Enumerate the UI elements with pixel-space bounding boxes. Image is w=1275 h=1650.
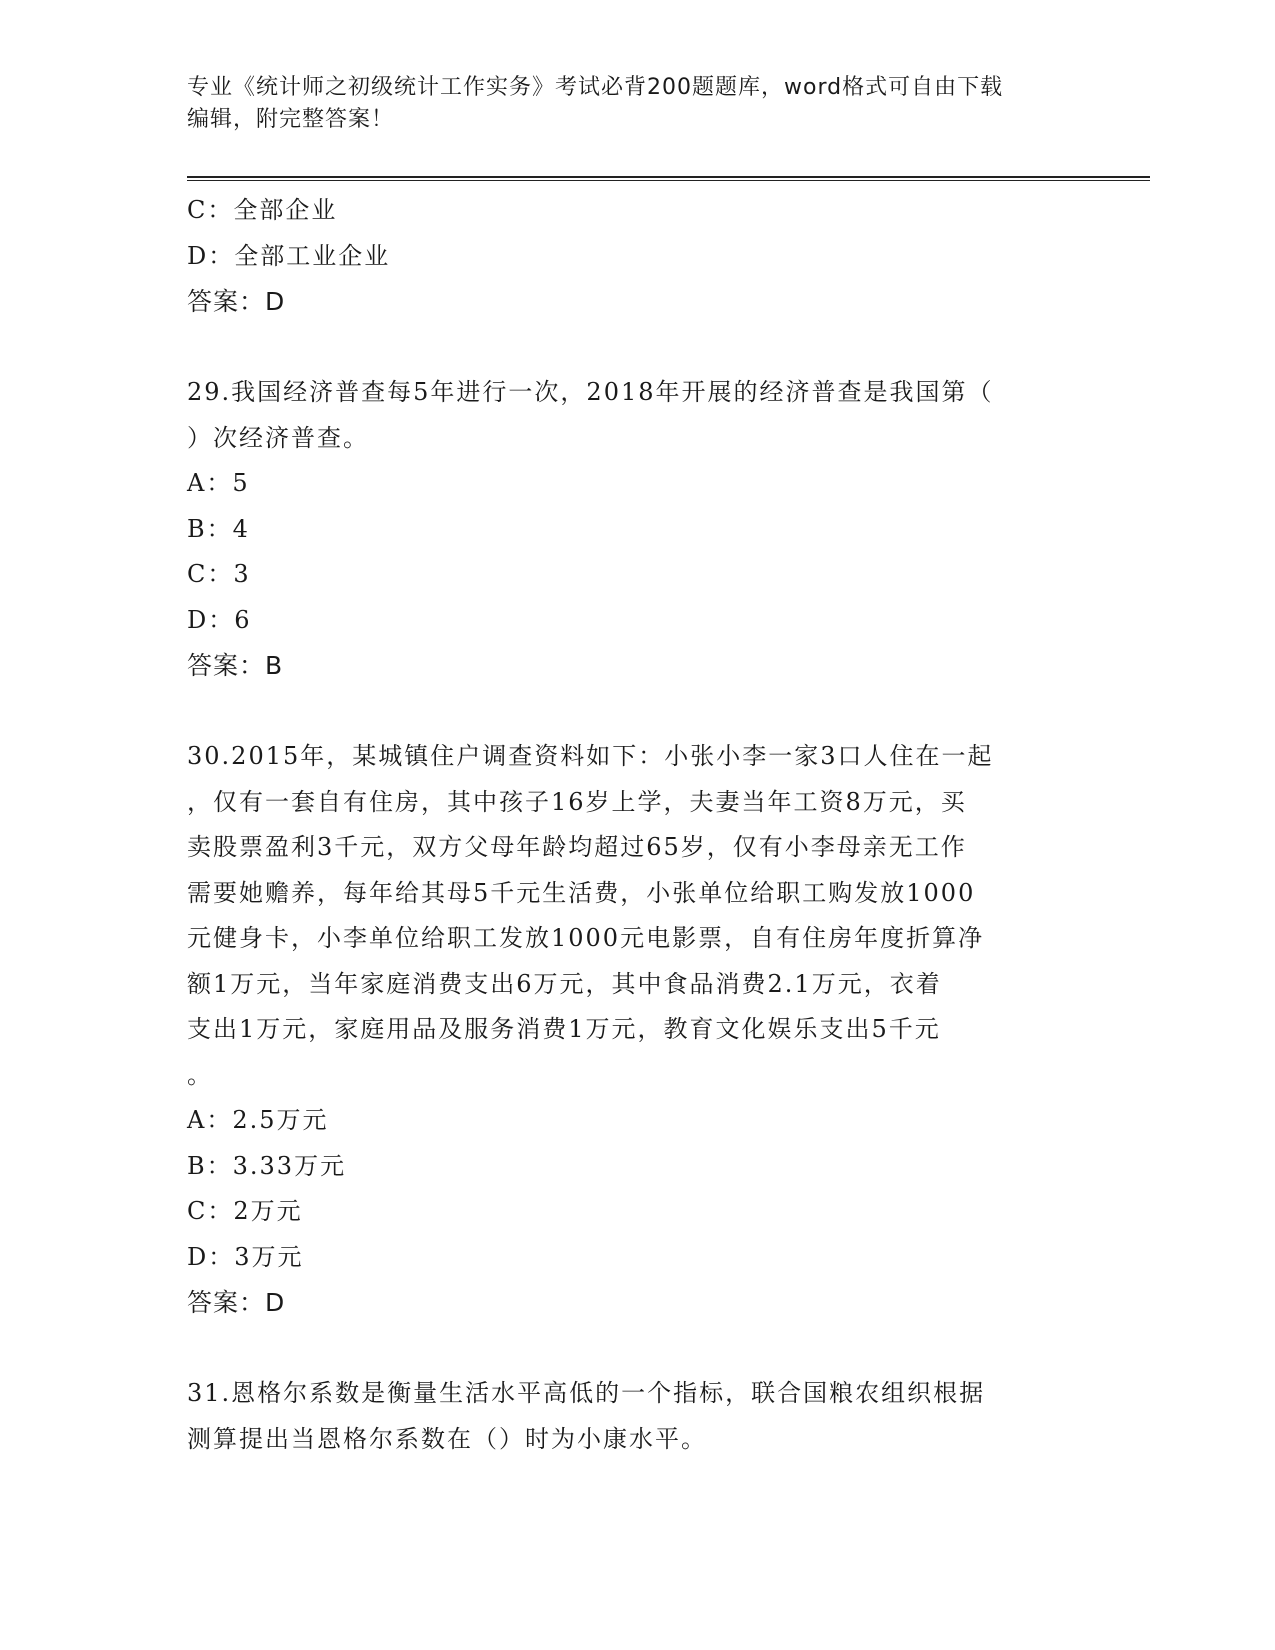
q30-stem-line-7: 支出1万元，家庭用品及服务消费1万元，教育文化娱乐支出5千元 <box>187 1015 941 1043</box>
q29-option-a: A：5 <box>187 469 250 497</box>
q29-option-b: B：4 <box>187 514 250 543</box>
q30-answer: 答案：D <box>187 1288 286 1317</box>
q30-option-b: B：3.33万元 <box>187 1151 347 1180</box>
q29-stem-line-1: 29.我国经济普查每5年进行一次，2018年开展的经济普查是我国第（ <box>187 378 994 406</box>
spacer <box>187 689 1087 735</box>
q30-stem-line-1: 30.2015年，某城镇住户调查资料如下：小张小李一家3口人住在一起 <box>187 742 994 770</box>
q30-option-a: A：2.5万元 <box>187 1106 329 1134</box>
q29-option-c: C：3 <box>187 560 251 588</box>
q28-option-d: D：全部工业企业 <box>187 241 391 270</box>
q30-option-c: C：2万元 <box>187 1197 303 1225</box>
spacer <box>187 325 1087 371</box>
q28-answer: 答案：D <box>187 287 286 316</box>
header-title-line-1: 专业《统计师之初级统计工作实务》考试必背200题题库，word格式可自由下载 <box>187 75 1004 100</box>
q30-stem-line-2: ，仅有一套自有住房，其中孩子16岁上学，夫妻当年工资8万元，买 <box>187 787 967 816</box>
q30-stem-line-6: 额1万元，当年家庭消费支出6万元，其中食品消费2.1万元，衣着 <box>187 969 942 998</box>
document-body <box>187 188 1087 1462</box>
q30-stem-line-5: 元健身卡，小李单位给职工发放1000元电影票，自有住房年度折算净 <box>187 924 985 952</box>
q30-stem-line-4: 需要她赡养，每年给其母5千元生活费，小张单位给职工购发放1000 <box>187 878 976 907</box>
q30-stem-line-8: 。 <box>187 1060 213 1089</box>
header-title-line-2: 编辑，附完整答案！ <box>187 107 395 132</box>
header-divider <box>187 176 1150 181</box>
q31-stem-line-2: 测算提出当恩格尔系数在（）时为小康水平。 <box>187 1424 707 1453</box>
q30-option-d: D：3万元 <box>187 1242 304 1271</box>
q28-option-c: C：全部企业 <box>187 196 338 224</box>
page-header <box>187 72 1087 136</box>
q31-stem-line-1: 31.恩格尔系数是衡量生活水平高低的一个指标，联合国粮农组织根据 <box>187 1379 986 1407</box>
q29-stem-line-2: ）次经济普查。 <box>187 423 369 452</box>
spacer <box>187 1326 1087 1372</box>
q29-answer: 答案：B <box>187 651 284 680</box>
q30-stem-line-3: 卖股票盈利3千元，双方父母年龄均超过65岁，仅有小李母亲无工作 <box>187 833 967 861</box>
q29-option-d: D：6 <box>187 605 252 634</box>
